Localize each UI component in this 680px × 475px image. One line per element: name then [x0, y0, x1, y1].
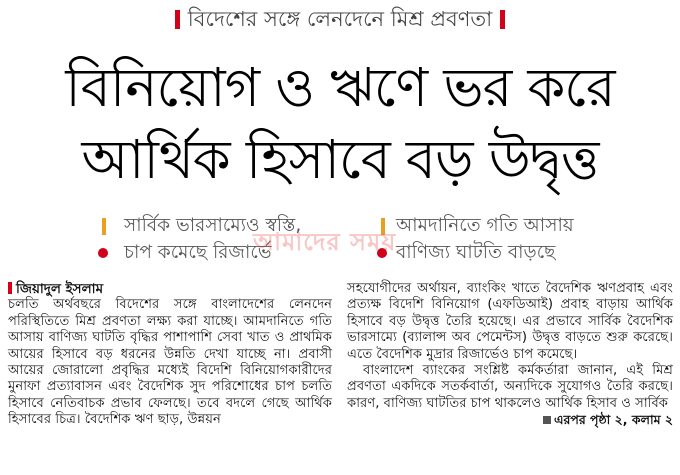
subhead-mark-left	[102, 218, 106, 235]
article-column-left	[8, 281, 332, 429]
kicker-text: বিদেশের সঙ্গে লেনদেনে মিশ্র প্রবণতা	[187, 7, 493, 31]
watermark-logo: আমাদের সময়	[253, 228, 397, 256]
headline-line-2: আর্থিক হিসাবে বড় উদ্বৃত্ত	[81, 128, 599, 191]
article-paragraph: বাংলাদেশ ব্যাংকের সংশ্লিষ্ট কর্মকর্তারা জানান, এই মিশ্র প্রবণতা একদিকে সতর্কবার্তা, অন্যদিকে সুযোগও তৈরি করছে। কারণ, বাণিজ্য ঘাটতির চাপ থাকলেও আর্থিক হিসাব ও সার্বিক	[347, 363, 673, 411]
subhead-left-2: চাপ কমেছে রিজার্ভে	[124, 242, 272, 263]
article-paragraph: সহযোগীদের অর্থায়ন, ব্যাংকিং খাতে বৈদেশিক ঋণপ্রবাহ এবং প্রত্যক্ষ বিদেশি বিনিয়োগ (এফডিআই) প্রবাহ বাড়ায় আর্থিক হিসাবে বড় উদ্বৃত্ত তৈরি হয়েছে। এর প্রভাবে সার্বিক বৈদেশিক ভারসাম্যে (ব্যালান্স অব পেমেন্টস) উদ্বৃত্ত বাড়তে শুরু করেছে। এতে বৈদেশিক মুদ্রার রিজার্ভেও চাপ কমেছে।	[347, 281, 673, 362]
article-column-right	[347, 281, 673, 429]
byline-text: জিয়াদুল ইসলাম	[16, 281, 104, 297]
subhead-dot-left	[98, 248, 108, 258]
continued-text: এরপর পৃষ্ঠা ২, কলাম ২	[553, 412, 673, 428]
article-paragraph: চলতি অর্থবছরে বিদেশের সঙ্গে বাংলাদেশের লেনদেন পরিস্থিতিতে মিশ্র প্রবণতা লক্ষ্য করা যাচ্ছে। আমদানিতে গতি আসায় বাণিজ্য ঘাটতি বৃদ্ধির পাশাপাশি সেবা খাত ও প্রাথমিক আয়ের হিসাবে বড় ধরনের উন্নতি দেখা যাচ্ছে না। প্রবাসী আয়ের জোরালো প্রবৃদ্ধির মধ্যেই বিদেশি বিনিয়োগকারীদের মুনাফা প্রত্যাবাসন এবং বৈদেশিক সুদ পরিশোধের চাপ চলতি হিসাবে নেতিবাচক প্রভাব ফেলছে। তবে বদলে গেছে আর্থিক হিসাবের চিত্র। বৈদেশিক ঋণ ছাড়, উন্নয়ন	[8, 297, 332, 428]
subhead-left-1: সার্বিক ভারসাম্যেও স্বস্তি,	[124, 215, 302, 236]
subhead-right-1: আমদানিতে গতি আসায়	[396, 215, 574, 236]
byline	[8, 281, 332, 297]
headline-line-1: বিনিয়োগ ও ঋণে ভর করে	[65, 56, 615, 119]
continued-square	[543, 416, 551, 424]
kicker	[0, 4, 680, 34]
kicker-bar-left	[175, 10, 180, 29]
kicker-bar-right	[500, 10, 505, 29]
subhead-right-2: বাণিজ্য ঘাটতি বাড়ছে	[396, 242, 556, 263]
continued-note	[543, 412, 673, 428]
byline-bar	[8, 282, 12, 294]
